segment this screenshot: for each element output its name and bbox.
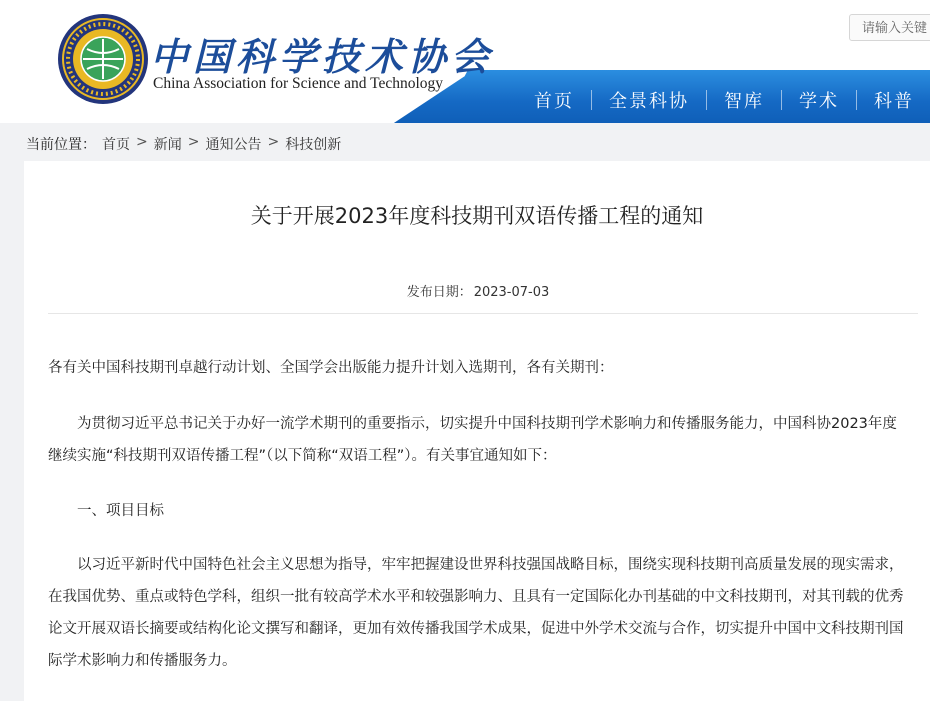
article-panel [24, 161, 930, 701]
breadcrumb-notices[interactable]: 通知公告 [205, 137, 262, 153]
article-paragraph: 以习近平新时代中国特色社会主义思想为指导，牢牢把握建设世界科技强国战略目标，围绕实现科技期刊高质量发展的现实需求，在我国优势、重点或特色学科，组织一批有较高学术水平和较强影响力、且具有一定国际化办刊基础的中文科技期刊，对其刊载的优秀论文开展双语长摘要或结构化论文撰写和翻译，更加有效传播我国学术成果，促进中外学术交流与合作，切实提升中国中文科技期刊国际学术影响力和传播服务力。 [48, 557, 904, 669]
breadcrumb-label: 当前位置： [26, 137, 96, 153]
publish-date [24, 281, 930, 300]
breadcrumb-sci-tech-innovation[interactable]: 科技创新 [285, 137, 342, 153]
nav-item-think-tank[interactable]: 智库 [724, 91, 764, 112]
section-heading: 一、项目目标 [77, 503, 164, 519]
brand-name-en: China Association for Science and Technology [153, 75, 444, 92]
nav-item-home[interactable]: 首页 [534, 91, 574, 112]
brand-name-cn[interactable]: 中国科学技术协会 [150, 34, 495, 79]
nav-item-science-pop[interactable]: 科普 [874, 91, 914, 112]
article-paragraph: 各有关中国科技期刊卓越行动计划、全国学会出版能力提升计划入选期刊，各有关期刊： [48, 360, 614, 376]
publish-date-label: 发布日期： [406, 285, 472, 300]
nav-item-academic[interactable]: 学术 [799, 91, 839, 112]
publish-date-value: 2023-07-03 [473, 285, 550, 300]
search-input[interactable]: 请输入关键 [849, 14, 930, 41]
site-header [0, 0, 930, 123]
article-title: 关于开展2023年度科技期刊双语传播工程的通知 [250, 204, 704, 228]
divider [48, 313, 918, 314]
breadcrumb-separator: > [267, 134, 280, 150]
breadcrumb [26, 134, 341, 154]
cast-emblem-icon[interactable] [57, 13, 149, 105]
breadcrumb-news[interactable]: 新闻 [153, 137, 182, 153]
nav-item-overview[interactable]: 全景科协 [609, 91, 689, 112]
breadcrumb-separator: > [136, 134, 148, 150]
breadcrumb-separator: > [187, 134, 200, 150]
article-paragraph: 为贯彻习近平总书记关于办好一流学术期刊的重要指示，切实提升中国科技期刊学术影响力和传播服务能力，中国科协2023年度继续实施“科技期刊双语传播工程”（以下简称“双语工程”）。有关事宜通知如下： [48, 416, 897, 464]
main-nav [517, 85, 930, 115]
breadcrumb-home[interactable]: 首页 [102, 137, 130, 153]
